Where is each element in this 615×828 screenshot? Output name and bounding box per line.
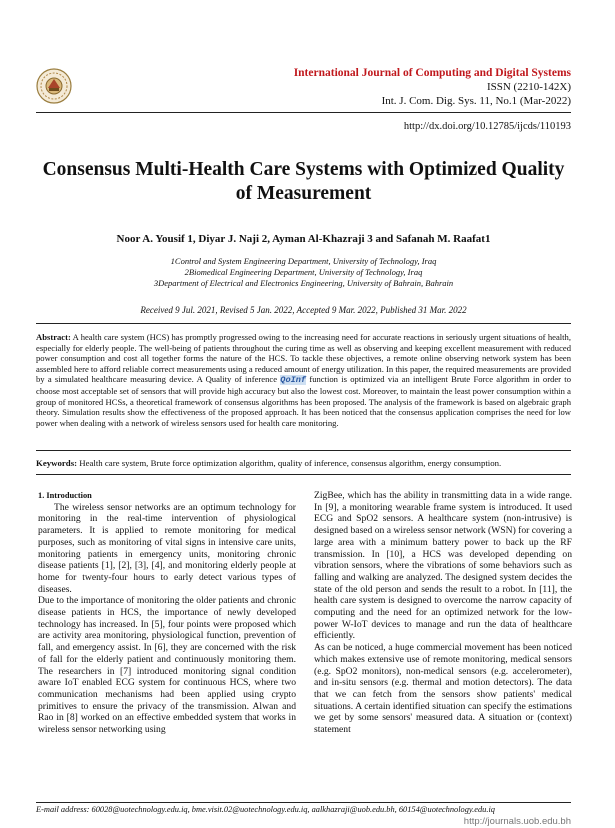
paper-title: Consensus Multi-Health Care Systems with Optimized Quality of Measurement	[42, 159, 565, 204]
section-heading: 1. Introduction	[38, 491, 92, 500]
abstract-label: Abstract:	[36, 332, 71, 342]
affiliation-1: 1Control and System Engineering Department, University of Technology, Iraq	[170, 256, 437, 266]
journal-header	[294, 66, 571, 108]
affiliation-2: 2Biomedical Engineering Department, University of Technology, Iraq	[184, 267, 423, 277]
left-paragraph-1: The wireless sensor networks are an optimum technology for monitoring in the real-time intervention of physiological parameters. It is applied to remote monitoring for medical purposes, such as monitoring of vital signs in intensive care units, monitoring patients in emergency units, monitoring chronic disease patients [1], [2], [3], [4], and monitoring elderly people at home for twenty-four hours to early detect various types of diseases.	[38, 501, 296, 595]
abstract	[36, 332, 571, 428]
keywords-top-divider	[36, 450, 571, 451]
right-paragraph-2: As can be noticed, a huge commercial movement has been noticed which makes extensive use of remote monitoring, medical sensors (e.g. SpO2 monitors), non-medical sensors (e.g. accelerometer), and in-situ sensors (e.g. thermal and motion detectors). The data that we can fetch from the sensors show patients' medical situations. A certain identified situation can specify the estimations we get by some sensors' measured data. A situation or (context) statement	[314, 642, 572, 736]
left-paragraph-2: Due to the importance of monitoring the older patients and chronic disease patients in HCS, the importance of newly developed technology has increased. In [5], four points were proposed which are activity area monitoring, physiological function, prevention of fall, and emergency assist. In [6], they are concerned with the risk of fall for the elderly patient and continuously monitoring them. The researchers in [7] introduced monitoring signal condition aware IoT enabled ECG system for continuous HCS, where two communication mechanisms had been applied using crypto primitives to ensure the privacy of the transmission. Alwan and Rao in [8] worked on an effective embedded system that works in wireless sensor networking using	[38, 595, 296, 736]
journal-issn: ISSN (2210-142X)	[486, 81, 571, 93]
abstract-top-divider	[36, 323, 571, 324]
author-list	[36, 233, 571, 245]
abstract-highlighted-term[interactable]: QoInf	[280, 375, 307, 386]
abstract-text-2: function is optimized via an intelligent Brute Force algorithm in order to choose most acceptable set of sensors that will provide high accuracy but also the lowest cost. Moreover, to maintain the least power consumption within a group of monitored HCSs, a theoretical framework of consensus algorithms has been proposed. The analysis of the framework is based on algebraic graph theory. Simulation results show the effectiveness of the proposed approach. It has been noticed that the consensus application comprises the need for low power when dealing with a network of wireless sensors used for health care monitoring.	[36, 374, 571, 428]
affiliation-3: 3Department of Electrical and Electronics Engineering, University of Bahrain, Bahrain	[153, 278, 454, 288]
doi-link[interactable]: http://dx.doi.org/10.12785/ijcds/110193	[403, 121, 571, 132]
footer-divider	[36, 802, 571, 803]
keywords-label: Keywords:	[36, 458, 78, 468]
right-column	[314, 490, 572, 736]
email-addresses: E-mail address: 60028@uotechnology.edu.iq, bme.visit.02@uotechnology.edu.iq, aalkhazraji@uob.edu.bh, 60154@uotechnology.edu.iq	[36, 805, 495, 814]
received-dates: Received 9 Jul. 2021, Revised 5 Jan. 2022, Accepted 9 Mar. 2022, Published 31 Mar. 2022	[140, 305, 467, 315]
abstract-text-1: A health care system (HCS) has promptly progressed owing to the increasing need for accurate reactions in seriously urgent situations of health, especially for elderly people. The well-being of patients throughout the curing time as well as observing and keeping excellent measurement with reduced power consumption and cost all together forms the nature of the HCS. To tackle these objectives, a remote online observing network system has been assembled here to afford reliable correct measurements using a reduced amount of energy utilization. In this paper, the required measurements are provided by a simulated healthcare measuring device. A Quality of inference	[36, 332, 571, 385]
keywords	[36, 458, 571, 469]
left-column	[38, 490, 296, 736]
keywords-bottom-divider	[36, 474, 571, 475]
authors-text: Noor A. Yousif 1, Diyar J. Naji 2, Ayman Al-Khazraji 3 and Safanah M. Raafat1	[116, 233, 491, 245]
journal-citation: Int. J. Com. Dig. Sys. 11, No.1 (Mar-2022)	[381, 95, 571, 107]
affiliations	[36, 256, 571, 289]
header-divider	[36, 112, 571, 113]
journal-logo-icon	[36, 68, 72, 104]
keywords-text: Health care system, Brute force optimization algorithm, quality of inference, consensus algorithm, energy consumption.	[79, 458, 502, 468]
journal-website-link[interactable]: http://journals.uob.edu.bh	[463, 816, 571, 827]
journal-name: International Journal of Computing and Digital Systems	[293, 67, 571, 79]
right-paragraph-1: ZigBee, which has the ability in transmitting data in a wide range. In [9], a monitoring wearable frame system is introduced. It used ECG and SpO2 sensors. A healthcare system (non-intrusive) is designed based on a wireless sensor network (WSN) for covering a large area with a minimum battery power to back up the RF transmission. In [10], a HCS was developed depending on vibration sensors, where the vibrations of some behaviors such as falling and walking are analyzed. The designed system decides the state of the old person and sends the result to a robot. In [11], the health care system is designed to overcome the narrow capacity of computing and the need for an optimized network for the low-power W-IoT devices to manage and run the data of healthcare efficiently.	[314, 490, 572, 642]
